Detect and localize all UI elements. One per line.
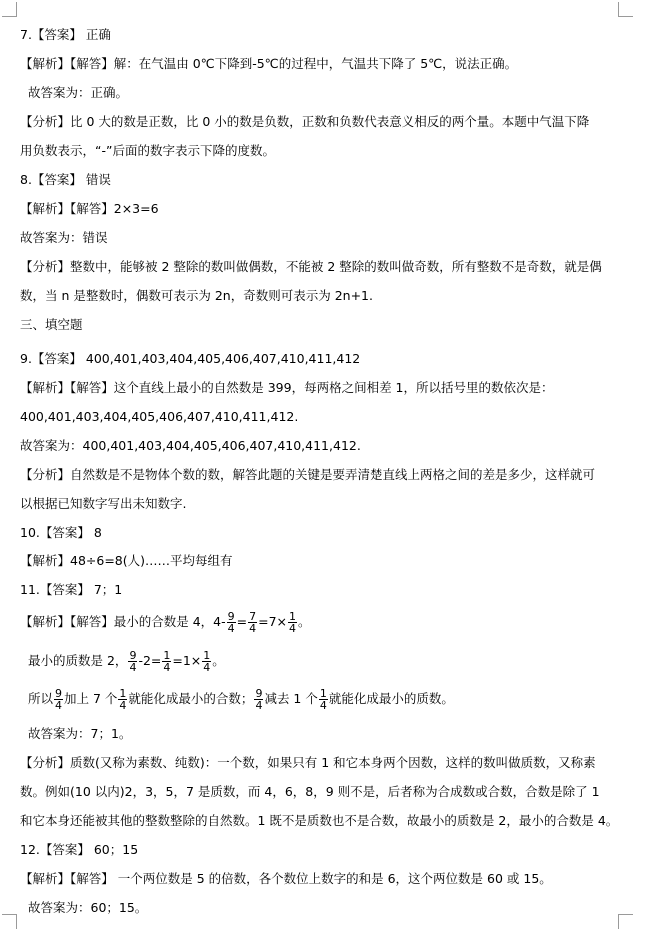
q11-fenxi-3: 和它本身还能被其他的整数整除的自然数。1 既不是质数也不是合数，故最小的质数是 2，最小的合数是 4。: [20, 813, 619, 828]
crop-mark-bottom-left: [2, 914, 17, 929]
q7-analysis: 【解析】【解答】解：在气温由 0℃下降到-5℃的过程中，气温共下降了 5℃，说法正确。: [20, 56, 518, 71]
q10-analysis: 【解析】48÷6=8(人)……平均每组有: [20, 553, 233, 568]
q8-answer: 8.【答案】 错误: [20, 172, 111, 187]
q12-conclusion: 故答案为：60；15。: [28, 900, 148, 915]
fraction-9-4: $\frac{9}{4}$: [55, 687, 63, 712]
q9-conclusion: 故答案为：400,401,403,404,405,406,407,410,411,412.: [20, 438, 361, 453]
q7-answer: 7.【答案】 正确: [20, 27, 111, 42]
fraction-1-4: $\frac{1}{4}$: [203, 649, 211, 674]
q10-answer: 10.【答案】 8: [20, 525, 102, 540]
q9-fenxi-1: 【分析】自然数是不是物体个数的数，解答此题的关键是要弄清楚直线上两格之间的差是多少，这样就可: [20, 467, 596, 482]
crop-mark-bottom-right: [618, 914, 633, 929]
q8-conclusion: 故答案为：错误: [20, 230, 108, 245]
q7-fenxi-1: 【分析】比 0 大的数是正数，比 0 小的数是负数，正数和负数代表意义相反的两个量。本题中气温下降: [20, 114, 590, 129]
q8-analysis: 【解析】【解答】2×3=6: [20, 201, 159, 216]
q7-fenxi-2: 用负数表示，“-”后面的数字表示下降的度数。: [20, 143, 275, 158]
fraction-1-4: $\frac{1}{4}$: [119, 687, 127, 712]
fraction-9-4: $\frac{9}{4}$: [227, 610, 235, 635]
q11-fenxi-2: 数。例如(10 以内)2，3，5，7 是质数，而 4，6，8，9 则不是，后者称为合成数或合数，合数是除了 1: [20, 784, 600, 799]
q7-conclusion: 故答案为：正确。: [28, 85, 129, 100]
q9-answer: 9.【答案】 400,401,403,404,405,406,407,410,411,412: [20, 351, 361, 366]
fraction-9-4: $\frac{9}{4}$: [129, 649, 137, 674]
q11-analysis-line-1: 【解析】【解答】最小的合数是 4，4- $\frac{9}{4}$ = $\frac{7}{4}$ =7× $\frac{1}{4}$ 。: [20, 610, 311, 635]
fraction-9-4: $\frac{9}{4}$: [255, 687, 263, 712]
fraction-1-4: $\frac{1}{4}$: [319, 687, 327, 712]
fraction-7-4: $\frac{7}{4}$: [249, 610, 257, 635]
q9-fenxi-2: 以根据已知数字写出未知数字.: [20, 496, 187, 511]
q8-fenxi-2: 数，当 n 是整数时，偶数可表示为 2n，奇数则可表示为 2n+1.: [20, 288, 373, 303]
q12-analysis: 【解析】【解答】 一个两位数是 5 的倍数，各个数位上数字的和是 6，这个两位数是 60 或 15。: [20, 871, 552, 886]
crop-mark-top-right: [618, 2, 633, 17]
q11-conclusion: 故答案为：7；1。: [28, 726, 132, 741]
q12-answer: 12.【答案】 60；15: [20, 842, 139, 857]
q9-analysis: 【解析】【解答】这个直线上最小的自然数是 399，每两格之间相差 1，所以括号里的数依次是：: [20, 380, 554, 395]
crop-mark-top-left: [2, 2, 17, 17]
q11-fenxi-1: 【分析】质数(又称为素数、纯数)：一个数，如果只有 1 和它本身两个因数，这样的数叫做质数，又称素: [20, 755, 596, 770]
section-title: 三、填空题: [20, 317, 83, 332]
fraction-1-4: $\frac{1}{4}$: [163, 649, 171, 674]
q9-numbers: 400,401,403,404,405,406,407,410,411,412.: [20, 409, 299, 424]
q11-a1-pre: 【解析】【解答】最小的合数是 4，4-: [20, 614, 226, 629]
q11-analysis-line-3: 所以 $\frac{9}{4}$ 加上 7 个 $\frac{1}{4}$ 就能化成最小的合数； $\frac{9}{4}$ 减去 1 个 $\frac{1}{4}$ 就能化成最小的质数。: [28, 687, 454, 712]
q8-fenxi-1: 【分析】整数中，能够被 2 整除的数叫做偶数，不能被 2 整除的数叫做奇数，所有整数不是奇数，就是偶: [20, 259, 602, 274]
q11-answer: 11.【答案】 7；1: [20, 582, 123, 597]
fraction-1-4: $\frac{1}{4}$: [289, 610, 297, 635]
q11-analysis-line-2: 最小的质数是 2， $\frac{9}{4}$ -2= $\frac{1}{4}$ =1× $\frac{1}{4}$ 。: [28, 649, 225, 674]
